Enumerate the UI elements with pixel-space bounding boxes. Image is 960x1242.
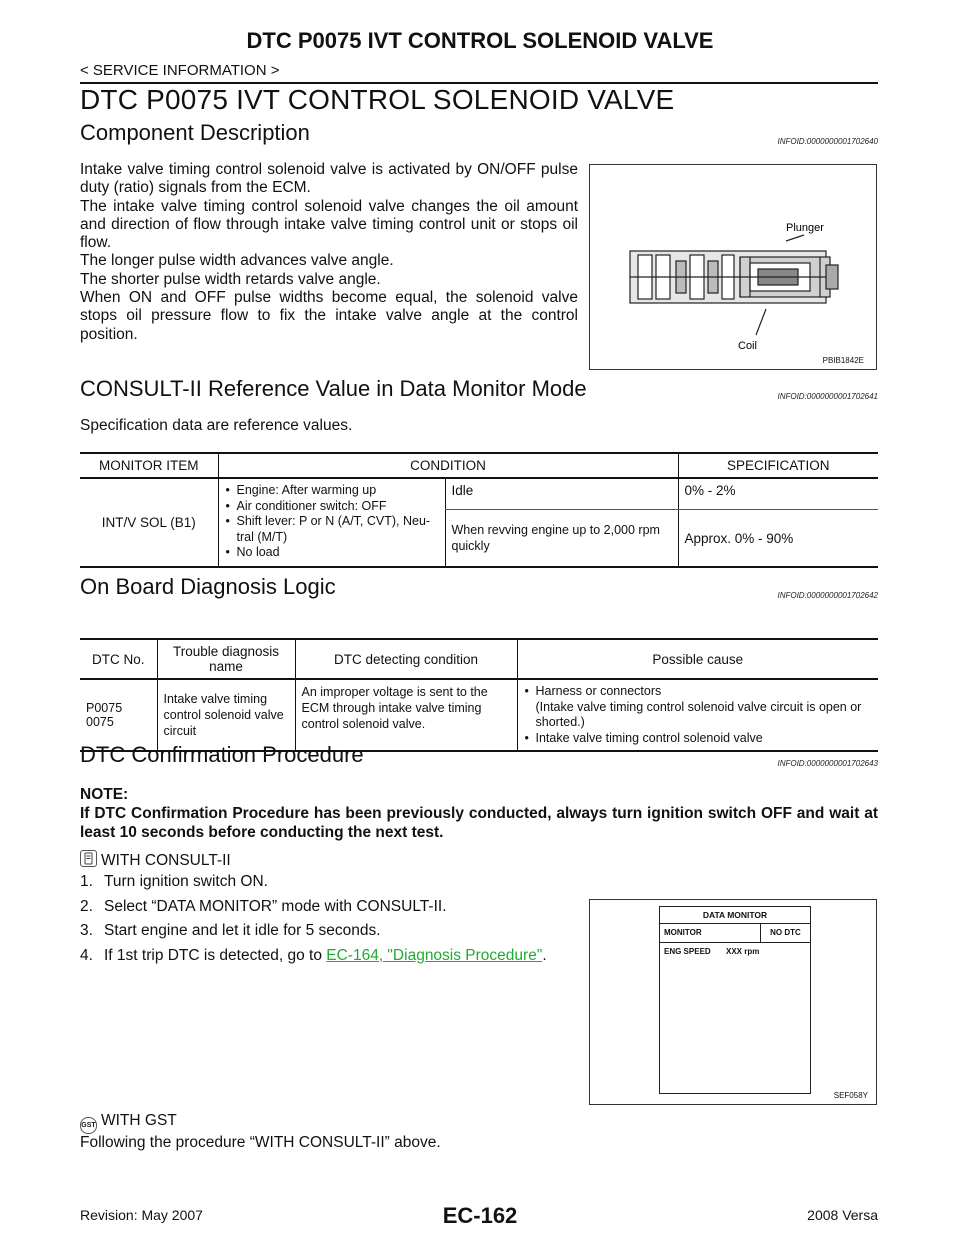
note-block — [80, 785, 878, 842]
solenoid-valve-figure — [589, 164, 877, 370]
monitor-header-row — [660, 924, 810, 943]
table-header: CONDITION — [218, 453, 678, 478]
data-monitor-screen — [659, 906, 811, 1094]
consult-mode-label: WITH CONSULT-II — [101, 852, 231, 869]
condition-bullet: • Shift lever: P or N (A/T, CVT), Neu-tral (M/T) — [225, 514, 439, 545]
gst-instruction: Following the procedure “WITH CONSULT-II” above. — [80, 1134, 441, 1151]
subcondition-cell: Idle — [445, 478, 678, 510]
section-heading-confirmation: DTC Confirmation Procedure — [80, 742, 364, 767]
consult-tool-icon — [80, 850, 97, 867]
condition-cell — [218, 478, 445, 567]
subcondition-cell: When revving engine up to 2,000 rpm quickly — [445, 510, 678, 568]
table-header: SPECIFICATION — [678, 453, 878, 478]
step-text-before-link: If 1st trip DTC is detected, go to — [104, 946, 327, 964]
cause-bullet: • Harness or connectors (Intake valve timing control solenoid valve circuit is open or shorted.) — [524, 684, 873, 731]
monitor-screen-title: DATA MONITOR — [660, 907, 810, 924]
description-line: The shorter pulse width retards valve angle. — [80, 270, 381, 288]
table-header: DTC detecting condition — [295, 639, 517, 679]
note-text: If DTC Confirmation Procedure has been previously conducted, always turn ignition switch OFF and wait at least 10 seconds before conducting the next test. — [80, 805, 878, 841]
procedure-step — [80, 922, 547, 947]
step-number: 3. — [80, 922, 93, 939]
section-heading-obd: On Board Diagnosis Logic — [80, 574, 336, 599]
page-title: DTC P0075 IVT CONTROL SOLENOID VALVE — [80, 84, 675, 115]
condition-bullet: • Engine: After warming up — [225, 483, 439, 499]
dtc-number-cell: P0075 0075 — [80, 679, 157, 751]
monitor-item-cell: INT/V SOL (B1) — [80, 478, 218, 567]
figure-code: SEF058Y — [833, 1091, 868, 1100]
plunger-label: Plunger — [786, 222, 824, 234]
monitor-column-label: MONITOR — [660, 924, 761, 942]
step-text: Select “DATA MONITOR” mode with CONSULT-II. — [104, 897, 447, 915]
section-heading-consult: CONSULT-II Reference Value in Data Monitor Mode — [80, 376, 587, 401]
description-line: When ON and OFF pulse widths become equal, the solenoid valve stops oil pressure flow to fix the intake valve angle at the control position. — [80, 289, 578, 343]
step-text — [104, 947, 547, 972]
procedure-step — [80, 947, 547, 972]
detecting-condition-cell: An improper voltage is sent to the ECM through intake valve timing control solenoid valve. — [295, 679, 517, 751]
consult-intro: Specification data are reference values. — [80, 417, 353, 434]
possible-cause-cell — [517, 679, 878, 751]
gst-tool-icon: GST — [80, 1117, 97, 1134]
table-header: Trouble diagnosis name — [157, 639, 295, 679]
condition-bullet: • Air conditioner switch: OFF — [225, 499, 439, 515]
monitor-item-value: XXX rpm — [726, 947, 760, 956]
procedure-steps — [80, 873, 547, 971]
section-heading-component: Component Description — [80, 120, 310, 145]
diagnosis-name-cell: Intake valve timing control solenoid valve circuit — [157, 679, 295, 751]
infoid-confirmation: INFOID:0000000001702643 — [777, 759, 878, 768]
diagnosis-procedure-link[interactable]: EC-164, "Diagnosis Procedure" — [326, 946, 543, 964]
running-header-title: DTC P0075 IVT CONTROL SOLENOID VALVE — [246, 28, 714, 53]
description-line: The intake valve timing control solenoid valve changes the oil amount and direction of flow through intake valve timing control unit or stops oil flow. — [80, 197, 578, 252]
step-text: Start engine and let it idle for 5 seconds. — [104, 922, 381, 939]
step-text: Turn ignition switch ON. — [104, 873, 268, 890]
infoid-obd: INFOID:0000000001702642 — [777, 591, 878, 600]
step-number: 1. — [80, 873, 93, 890]
monitor-item-name: ENG SPEED — [664, 947, 711, 956]
gst-mode-heading — [80, 1112, 177, 1134]
description-line: The longer pulse width advances valve angle. — [80, 252, 394, 270]
component-description — [80, 161, 578, 344]
model-year: 2008 Versa — [807, 1207, 878, 1223]
spec-cell: Approx. 0% - 90% — [678, 510, 878, 568]
revision-date: Revision: May 2007 — [80, 1207, 203, 1223]
solenoid-valve-illustration — [590, 165, 876, 369]
monitor-data-row — [660, 943, 810, 956]
infoid-consult: INFOID:0000000001702641 — [777, 392, 878, 401]
diagnosis-logic-table — [80, 638, 878, 752]
cause-bullet: • Intake valve timing control solenoid valve — [524, 731, 873, 747]
coil-label: Coil — [738, 340, 757, 352]
step-number: 2. — [80, 897, 93, 915]
monitor-status-label: NO DTC — [770, 928, 801, 937]
data-monitor-figure — [589, 899, 877, 1105]
table-header: Possible cause — [517, 639, 878, 679]
consult-mode-heading — [80, 850, 231, 870]
description-line: Intake valve timing control solenoid valve is activated by ON/OFF pulse duty (ratio) signals from the ECM. — [80, 161, 578, 197]
procedure-step — [80, 898, 547, 923]
breadcrumb: < SERVICE INFORMATION > — [80, 62, 280, 79]
step-number: 4. — [80, 946, 93, 964]
table-header: MONITOR ITEM — [80, 453, 218, 478]
note-label: NOTE: — [80, 786, 129, 803]
procedure-step — [80, 873, 547, 898]
condition-bullet: • No load — [225, 545, 439, 561]
gst-mode-label: WITH GST — [101, 1112, 177, 1129]
step-text-after-link: . — [542, 946, 547, 964]
page-number: EC-162 — [442, 1203, 518, 1228]
table-header: DTC No. — [80, 639, 157, 679]
spec-cell: 0% - 2% — [678, 478, 878, 510]
reference-value-table — [80, 452, 878, 568]
figure-code: PBIB1842E — [822, 356, 864, 365]
infoid-component: INFOID:0000000001702640 — [777, 137, 878, 146]
